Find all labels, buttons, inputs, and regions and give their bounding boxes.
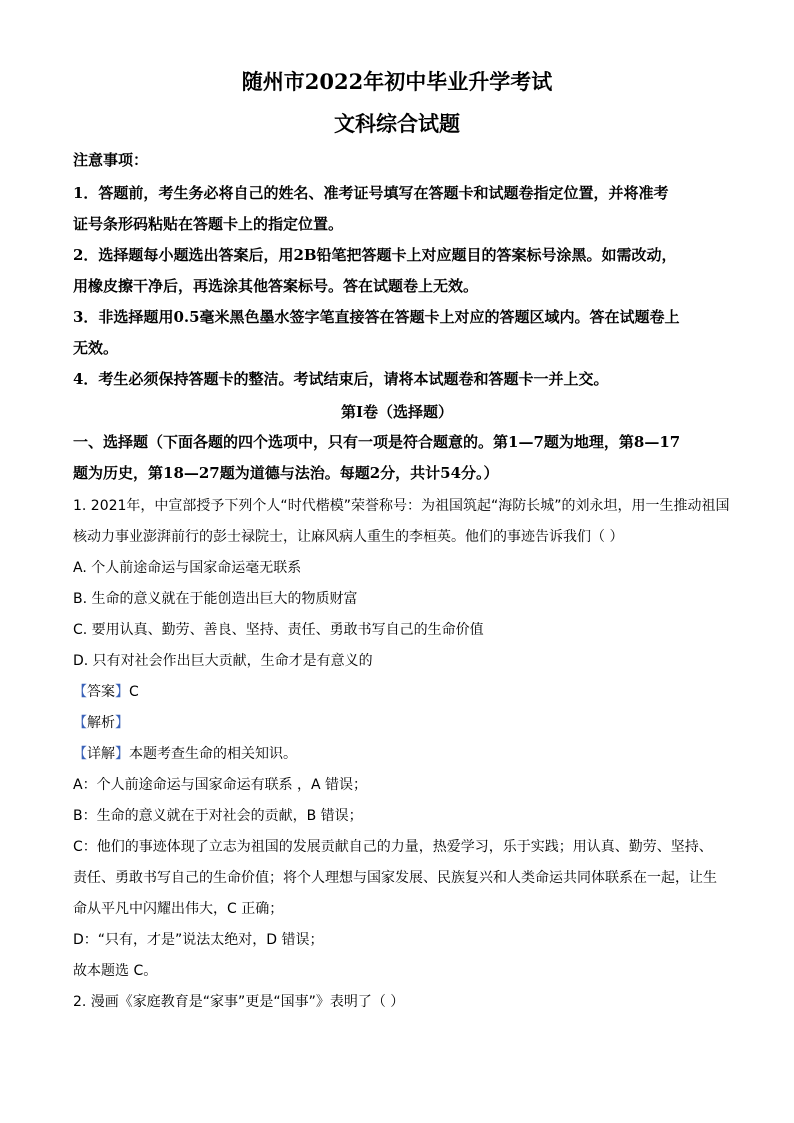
explanation-line: D：“只有，才是”说法太绝对，D 错误； [73, 932, 324, 948]
explanation-line: 故本题选 C。 [73, 963, 158, 979]
answer-label [73, 684, 129, 700]
option-c: C. 要用认真、勤劳、善良、坚持、责任、勇敢书写自己的生命价值 [73, 622, 484, 638]
bracket-word: 解析 [87, 715, 115, 731]
exam-subtitle: 文科综合试题 [334, 111, 460, 136]
bracket-close: 】 [115, 684, 129, 700]
answer-value: C [129, 684, 139, 700]
bracket-open: 【 [73, 684, 87, 700]
bracket-close: 】 [115, 715, 129, 731]
notice-item: 证号条形码粘贴在答题卡上的指定位置。 [73, 215, 344, 233]
bracket-word: 答案 [87, 684, 115, 700]
question-stem: 核动力事业澎湃前行的彭士禄院士，让麻风病人重生的李桓英。他们的事迹告诉我们（ ） [73, 529, 624, 545]
question-stem: 2. 漫画《家庭教育是“家事”更是“国事”》表明了（ ） [73, 994, 405, 1010]
bracket-close: 】 [115, 746, 129, 762]
bracket-open: 【 [73, 746, 87, 762]
option-b: B. 生命的意义就在于能创造出巨大的物质财富 [73, 591, 358, 607]
part-title: 第I卷（选择题） [340, 403, 454, 421]
section-instruction: 一、选择题（下面各题的四个选项中，只有一项是符合题意的。第1—7题为地理，第8—17 [73, 433, 681, 451]
bracket-rest: 本题考查生命的相关知识。 [129, 746, 297, 762]
explanation-line: 责任、勇敢书写自己的生命价值；将个人理想与国家发展、民族复兴和人类命运共同体联系在一起，让生 [73, 870, 717, 886]
notice-item: 3．非选择题用0.5毫米黑色墨水签字笔直接答在答题卡上对应的答题区域内。答在试题卷上 [73, 308, 680, 326]
question-stem: 1. 2021年，中宣部授予下列个人“时代楷模”荣誉称号：为祖国筑起“海防长城”的刘永坦，用一生推动祖国 [73, 498, 730, 514]
bracket-word: 详解 [87, 746, 115, 762]
option-a: A. 个人前途命运与国家命运毫无联系 [73, 560, 302, 576]
explanation-line: 命从平凡中闪耀出伟大，C 正确； [73, 901, 284, 917]
notice-item: 无效。 [73, 339, 119, 357]
analysis-label [73, 713, 129, 733]
detail-line [73, 744, 297, 764]
notice-item: 1．答题前，考生务必将自己的姓名、准考证号填写在答题卡和试题卷指定位置，并将准考 [73, 184, 669, 202]
section-instruction: 题为历史，第18—27题为道德与法治。每题2分，共计54分。） [73, 464, 499, 482]
notice-heading: 注意事项： [73, 151, 149, 169]
bracket-open: 【 [73, 715, 87, 731]
notice-item: 用橡皮擦干净后，再选涂其他答案标号。答在试题卷上无效。 [73, 277, 479, 295]
explanation-line: B：生命的意义就在于对社会的贡献，B 错误； [73, 808, 363, 824]
exam-title: 随州市2022年初中毕业升学考试 [241, 69, 553, 94]
notice-item: 4．考生必须保持答题卡的整洁。考试结束后，请将本试题卷和答题卡一并上交。 [73, 370, 609, 388]
option-d: D. 只有对社会作出巨大贡献，生命才是有意义的 [73, 653, 373, 669]
explanation-line: A：个人前途命运与国家命运有联系 ，A 错误； [73, 777, 368, 793]
notice-item: 2．选择题每小题选出答案后，用2B铅笔把答题卡上对应题目的答案标号涂黑。如需改动， [73, 246, 677, 264]
explanation-line: C：他们的事迹体现了立志为祖国的发展贡献自己的力量，热爱学习，乐于实践；用认真、勤劳、坚持、 [73, 839, 713, 855]
answer-row [73, 682, 139, 702]
